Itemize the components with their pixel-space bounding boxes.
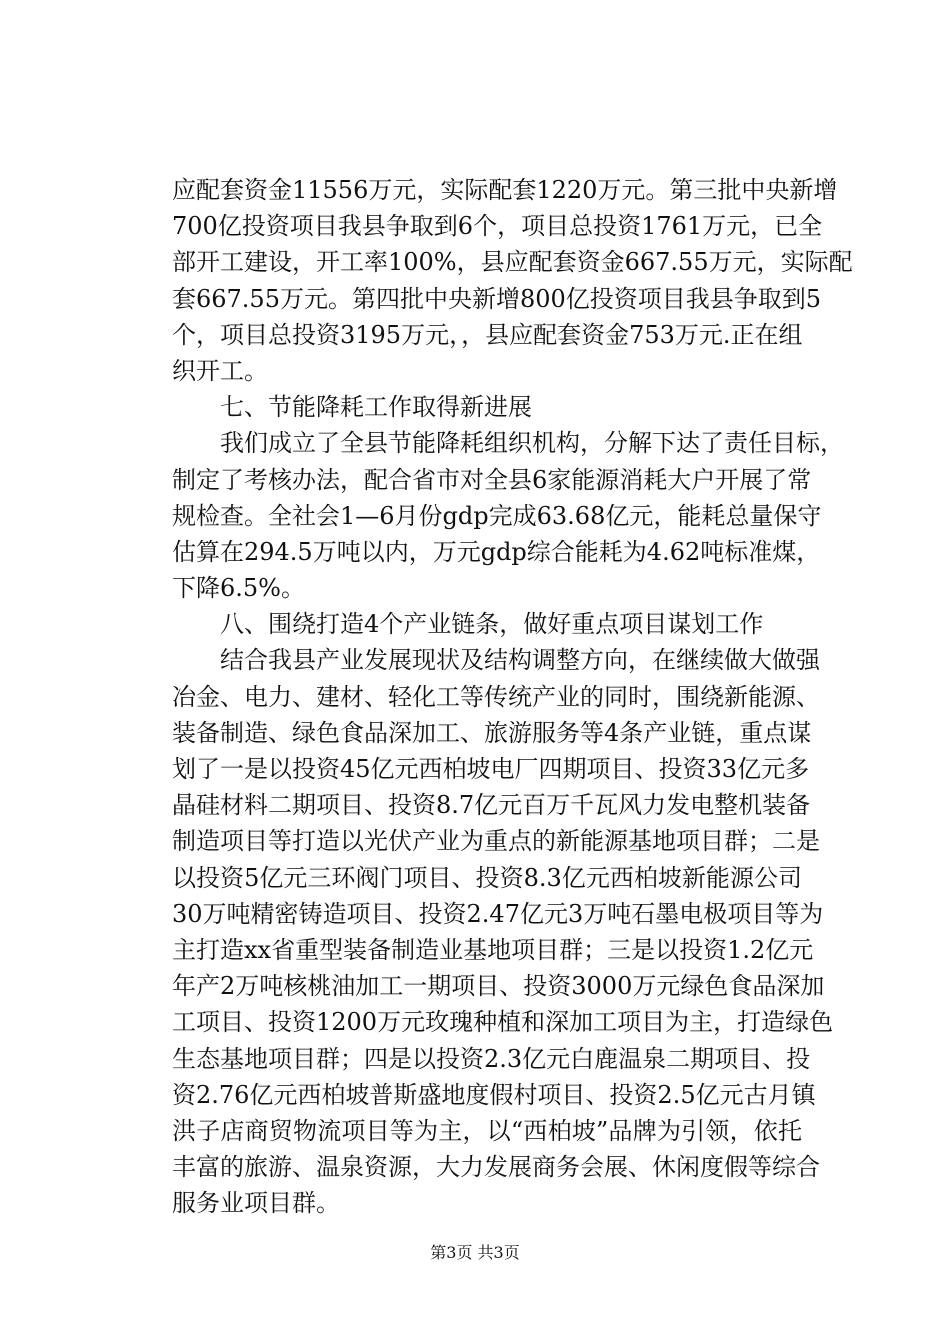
- text-line: 700亿投资项目我县争取到6个，项目总投资1761万元，已全: [172, 212, 823, 241]
- text-line: 估算在294.5万吨以内，万元gdp综合能耗为4.62吨标准煤，: [172, 537, 821, 566]
- text-line: 应配套资金11556万元，实际配套1220万元。第三批中央新增: [172, 176, 838, 204]
- text-line: 洪子店商贸物流项目等为主，以“西柏坡”品牌为引领，依托: [172, 1116, 802, 1145]
- text-line: 服务业项目群。: [172, 1189, 340, 1218]
- text-line: 套667.55万元。第四批中央新增800亿投资项目我县争取到5: [172, 284, 822, 313]
- page-number-footer: 第3页 共3页: [430, 1243, 520, 1262]
- text-line: 下降6.5%。: [172, 574, 305, 603]
- text-line: 划了一是以投资45亿元西柏坡电厂四期项目、投资33亿元多: [172, 755, 810, 783]
- text-line: 八、围绕打造4个产业链条，做好重点项目谋划工作: [172, 610, 764, 639]
- text-line: 生态基地项目群；四是以投资2.3亿元白鹿温泉二期项目、投: [172, 1044, 811, 1073]
- text-line: 制定了考核办法，配合省市对全县6家能源消耗大户开展了常: [172, 465, 812, 494]
- text-line: 丰富的旅游、温泉资源，大力发展商务会展、休闲度假等综合: [172, 1153, 820, 1182]
- text-line: 资2.76亿元西柏坡普斯盛地度假村项目、投资2.5亿元古月镇: [172, 1080, 816, 1109]
- text-line: 冶金、电力、建材、轻化工等传统产业的同时，围绕新能源、: [172, 682, 820, 711]
- text-line: 规检查。全社会1—6月份gdp完成63.68亿元，能耗总量保守: [172, 501, 822, 530]
- text-line: 30万吨精密铸造项目、投资2.47亿元3万吨石墨电极项目等为: [172, 899, 824, 928]
- text-line: 工项目、投资1200万元玫瑰种植和深加工项目为主，打造绿色: [172, 1008, 834, 1037]
- text-line: 部开工建设，开工率100%，县应配套资金667.55万元，实际配: [172, 248, 853, 277]
- text-line: 个，项目总投资3195万元，，县应配套资金753万元.正在组: [172, 320, 803, 349]
- text-line: 我们成立了全县节能降耗组织机构，分解下达了责任目标，: [172, 429, 844, 458]
- text-line: 结合我县产业发展现状及结构调整方向，在继续做大做强: [172, 646, 820, 675]
- text-line: 以投资5亿元三环阀门项目、投资8.3亿元西柏坡新能源公司: [172, 863, 802, 892]
- text-line: 织开工。: [172, 356, 268, 385]
- text-line: 年产2万吨核桃油加工一期项目、投资3000万元绿色食品深加: [172, 972, 825, 1001]
- text-line: 装备制造、绿色食品深加工、旅游服务等4条产业链，重点谋: [172, 718, 812, 747]
- text-line: 主打造xx省重型装备制造业基地项目群；三是以投资1.2亿元: [172, 935, 814, 964]
- text-line: 制造项目等打造以光伏产业为重点的新能源基地项目群；二是: [172, 827, 820, 856]
- document-body: [172, 172, 853, 1221]
- text-line: 晶硅材料二期项目、投资8.7亿元百万千瓦风力发电整机装备: [172, 791, 811, 820]
- text-line: 七、节能降耗工作取得新进展: [172, 393, 532, 422]
